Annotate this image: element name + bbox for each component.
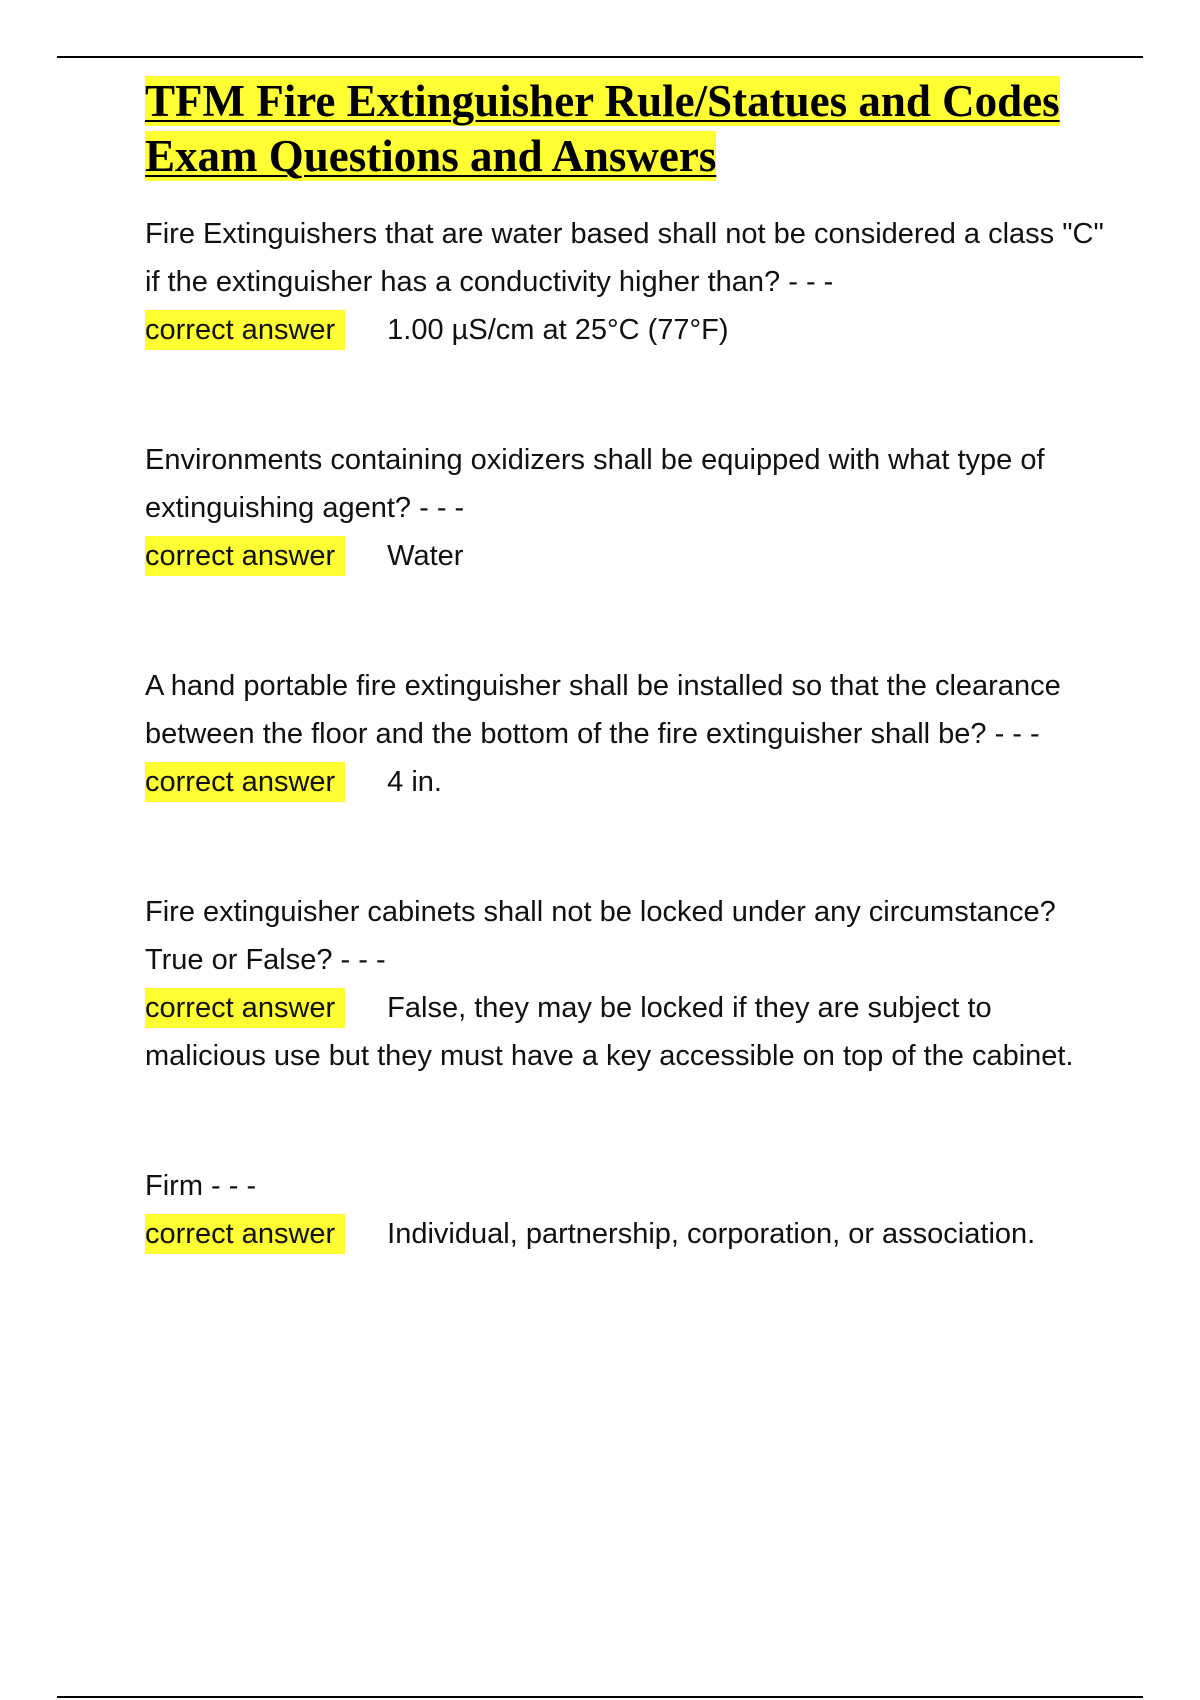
correct-answer-label: correct answer [145,762,345,802]
answer-text: Individual, partnership, corporation, or association. [387,1218,1036,1250]
question-text: Fire extinguisher cabinets shall not be locked under any circumstance? True or False? - - - [145,896,1056,976]
answer-text: Water [387,540,464,572]
correct-answer-label: correct answer [145,1214,345,1254]
question-text: Environments containing oxidizers shall be equipped with what type of extinguishing agent? - - - [145,444,1045,524]
answer-text: 1.00 µS/cm at 25°C (77°F) [387,314,729,346]
document-title-text: TFM Fire Extinguisher Rule/Statues and Codes Exam Questions and Answers [145,76,1060,181]
question-text: Firm - - - [145,1170,257,1202]
qa-item [145,662,1105,806]
answer-line [145,532,1105,580]
answer-line [145,758,1105,806]
answer-text: 4 in. [387,766,442,798]
answer-line [145,306,1105,354]
bottom-divider [57,1696,1143,1698]
qa-item [145,436,1105,580]
qa-item [145,1162,1105,1258]
top-divider [57,56,1143,58]
answer-text: False, they may be locked if they are subject to malicious use but they must have a key accessible on top of the cabinet. [145,992,1074,1072]
document-title [145,74,1105,184]
question-text: A hand portable fire extinguisher shall be installed so that the clearance between the floor and the bottom of the fire extinguisher shall be? - - - [145,670,1061,750]
correct-answer-label: correct answer [145,310,345,350]
answer-line [145,1210,1105,1258]
qa-item [145,210,1105,354]
correct-answer-label: correct answer [145,988,345,1028]
question-text: Fire Extinguishers that are water based shall not be considered a class "C" if the extinguisher has a conductivity higher than? - - - [145,218,1104,298]
correct-answer-label: correct answer [145,536,345,576]
document-body [145,74,1105,1340]
qa-item [145,888,1105,1080]
answer-line [145,984,1105,1080]
qa-list [145,210,1105,1258]
